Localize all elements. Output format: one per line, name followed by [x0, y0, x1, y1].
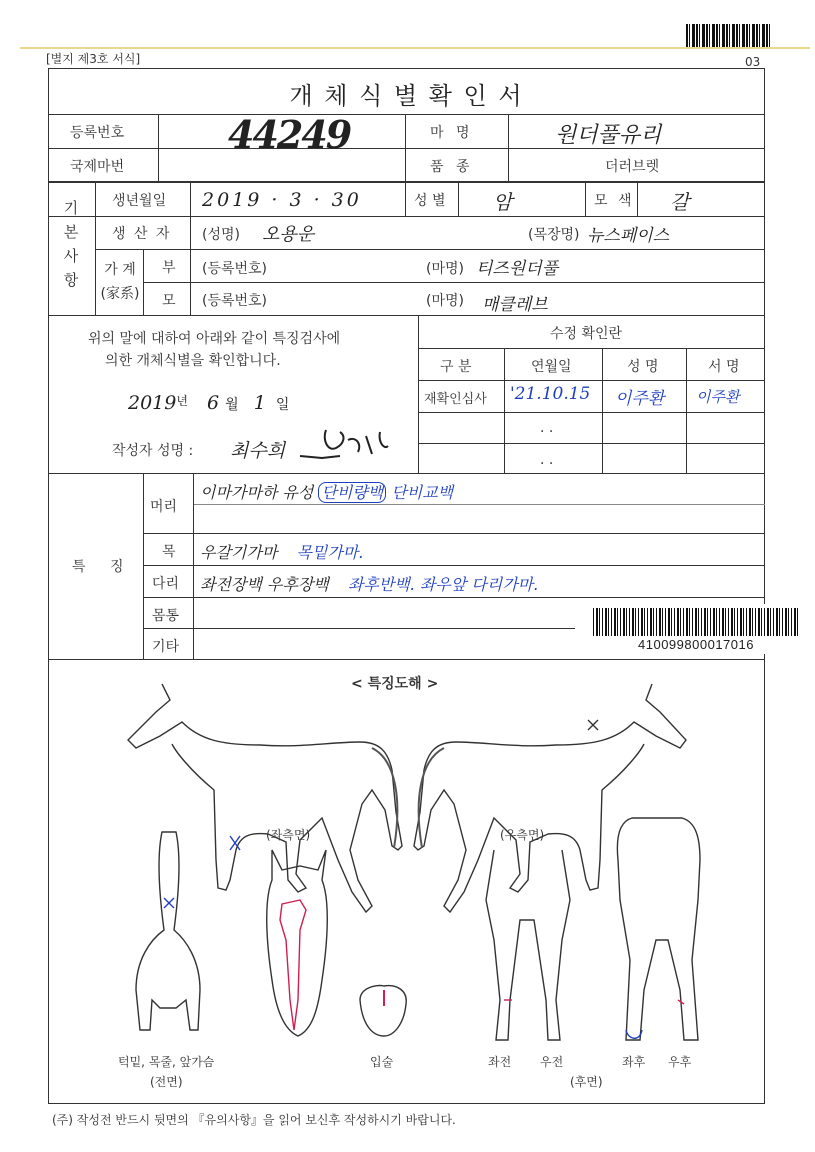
- amend-row-date: '21.10.15: [510, 384, 591, 404]
- amend-row-date: . .: [540, 420, 554, 436]
- sire-name-label: (마명): [426, 261, 464, 277]
- page-title: 개 체 식 별 확 인 서: [289, 82, 524, 110]
- head-value-1: 이마가마하 유성: [200, 483, 314, 502]
- sire-reg-label: (등록번호): [202, 261, 268, 277]
- neck-value-2: 목밑가마.: [296, 543, 364, 562]
- birth-label: 생년월일: [112, 193, 167, 209]
- color-label: 모 색: [594, 193, 635, 209]
- features-section-label: 특 징: [72, 559, 134, 575]
- amend-row-name: 이주환: [615, 389, 665, 409]
- confirmation-date: [128, 392, 289, 414]
- rule: [418, 412, 765, 413]
- neck-label: 목: [162, 544, 176, 560]
- barcode: [593, 608, 799, 636]
- rule: [48, 659, 765, 660]
- rule: [143, 249, 144, 315]
- barcode-label: [575, 604, 807, 654]
- date-year: 2019: [128, 392, 177, 414]
- lips-caption: 입술: [370, 1055, 394, 1069]
- rule: [143, 473, 144, 659]
- left-hind-caption: 좌후: [622, 1055, 646, 1069]
- horse-name-label: 마 명: [430, 125, 474, 141]
- right-side-caption: (우측면): [500, 828, 545, 842]
- top-barcode: [686, 24, 770, 48]
- body-label: 몸통: [152, 608, 180, 624]
- producer-label: 생 산 자: [112, 226, 172, 242]
- amend-row-sign: 이주환: [696, 388, 740, 406]
- rule: [585, 182, 586, 216]
- neck-value-1: 우갈기가마: [200, 543, 278, 562]
- date-day-unit: 일: [275, 397, 290, 413]
- date-day: 1: [253, 392, 266, 414]
- date-month: 6: [207, 392, 220, 414]
- writer-value: 최수희: [230, 440, 286, 462]
- rule: [405, 182, 406, 216]
- left-fore-caption: 좌전: [488, 1055, 512, 1069]
- breed-label: 품 종: [430, 159, 474, 175]
- rule: [418, 348, 765, 349]
- producer-name-label: (성명): [202, 227, 240, 243]
- date-year-unit: 년: [176, 394, 188, 408]
- sex-label: 성 별: [414, 193, 446, 209]
- rule: [637, 182, 638, 216]
- rule: [193, 473, 194, 659]
- rule: [508, 114, 509, 182]
- dam-name-value: 매클레브: [482, 295, 548, 315]
- farm-label: (목장명): [528, 227, 580, 243]
- legs-value-2: 좌후반백. 좌우앞 다리가마.: [347, 575, 539, 594]
- amend-header-name: 성 명: [627, 359, 659, 375]
- front-caption: 턱밑, 목줄, 앞가슴: [118, 1055, 215, 1069]
- head-value: [200, 480, 453, 503]
- head-value-3: 단비교백: [391, 483, 454, 502]
- neck-value: [200, 540, 363, 563]
- date-month-unit: 월: [225, 397, 239, 413]
- rule: [48, 114, 765, 115]
- reg-no-label: 등록번호: [70, 125, 125, 141]
- rule: [504, 348, 505, 473]
- rule: [95, 249, 765, 250]
- intl-no-label: 국제마번: [70, 159, 125, 175]
- rule: [48, 473, 765, 474]
- footer-note: (주) 작성전 반드시 뒷면의 『유의사항』을 읽어 보신후 작성하시기 바랍니다.: [52, 1113, 456, 1127]
- rule: [602, 348, 603, 473]
- right-hind-caption: 우후: [668, 1055, 692, 1069]
- basics-section-label: 기 본 사 항: [63, 199, 79, 289]
- rule: [418, 315, 419, 473]
- dam-reg-label: (등록번호): [202, 293, 268, 309]
- lineage-label: [98, 258, 142, 306]
- statement-line-1: 위의 말에 대하여 아래와 같이 특징검사에: [88, 331, 341, 347]
- amend-row-date: . .: [540, 452, 554, 468]
- rule: [95, 182, 96, 315]
- head-label: 머리: [150, 499, 178, 515]
- barcode-number: 410099800017016: [638, 637, 754, 652]
- right-fore-caption: 우전: [540, 1055, 564, 1069]
- rule: [405, 114, 406, 182]
- rule: [190, 249, 191, 315]
- writer-label: 작성자 성명 :: [112, 443, 194, 459]
- breed-value: 더러브렛: [605, 159, 660, 175]
- rule: [48, 315, 765, 316]
- birth-value: 2019 · 3 · 30: [202, 189, 362, 211]
- rule: [143, 565, 765, 566]
- rule: [190, 182, 191, 249]
- rule: [143, 533, 765, 534]
- rule: [143, 597, 765, 598]
- sire-name-value: 티즈원더풀: [476, 259, 559, 279]
- dam-label: 모: [162, 293, 176, 309]
- rule: [418, 443, 765, 444]
- rule: [418, 380, 765, 381]
- sex-value: 암: [493, 190, 513, 214]
- color-value: 갈: [670, 190, 690, 214]
- amend-header-sign: 서 명: [708, 359, 740, 375]
- amend-header-date: 연월일: [531, 359, 572, 375]
- legs-value: [200, 572, 538, 595]
- statement-line-2: 의한 개체식별을 확인합니다.: [105, 353, 281, 369]
- lineage-text: 가 계 (家系): [100, 262, 140, 302]
- other-label: 기타: [152, 639, 180, 655]
- rule: [193, 504, 765, 505]
- amend-row-type: 재확인심사: [424, 392, 487, 407]
- head-value-2: 단비량백: [318, 482, 386, 503]
- horse-name-value: 원더풀유리: [555, 123, 662, 148]
- producer-name-value: 오용운: [262, 224, 315, 245]
- rule: [158, 114, 159, 182]
- farm-value: 뉴스페이스: [587, 226, 670, 246]
- front-label: (전면): [150, 1075, 183, 1089]
- rule: [48, 181, 765, 183]
- amendment-title: 수정 확인란: [550, 326, 623, 342]
- rule: [48, 216, 765, 217]
- diagram-title: < 특징도해 >: [351, 676, 439, 692]
- page-code: 03: [745, 55, 761, 69]
- sire-label: 부: [162, 260, 176, 276]
- rule: [143, 282, 765, 283]
- form-number: [별지 제3호 서식]: [46, 52, 141, 66]
- rule: [458, 182, 459, 216]
- top-rule: [20, 47, 810, 49]
- rear-label: (후면): [570, 1075, 603, 1089]
- dam-name-label: (마명): [426, 293, 464, 309]
- legs-label: 다리: [152, 576, 180, 592]
- legs-value-1: 좌전장백 우후장백: [200, 575, 329, 594]
- rule: [686, 348, 687, 473]
- amend-header-type: 구 분: [440, 359, 472, 375]
- left-side-caption: (좌측면): [266, 828, 311, 842]
- reg-no-value: 44249: [228, 112, 351, 157]
